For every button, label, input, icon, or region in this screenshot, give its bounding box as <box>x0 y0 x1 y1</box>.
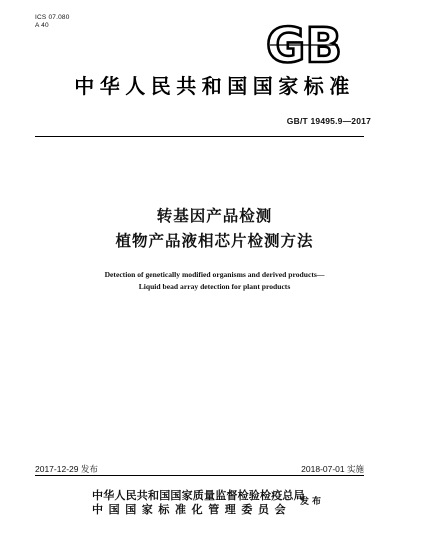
gb-logo <box>264 20 344 68</box>
classification-codes <box>35 14 70 30</box>
issuer-aqsiq: 中华人民共和国国家质量监督检验检疫总局 <box>92 489 305 502</box>
issue-label: 发布 <box>300 497 325 507</box>
ics-code: ICS 07.080 <box>35 14 70 21</box>
title-cn-line1: 转基因产品检测 <box>156 207 273 225</box>
standard-code: GB/T 19495.9—2017 <box>286 116 371 126</box>
issuer-sac: 中国国家标准化管理委员会 <box>92 503 292 516</box>
ccs-code: A 40 <box>35 22 49 29</box>
title-en-line1: Detection of genetically modified organisms and derived products— <box>104 270 325 279</box>
gb-logo-text: GB <box>266 20 342 68</box>
top-divider <box>35 136 364 137</box>
issue-date: 2017-12-29 发布 <box>35 464 98 474</box>
title-cn-line2: 植物产品液相芯片检测方法 <box>115 232 314 250</box>
national-standard-title: 中华人民共和国国家标准 <box>74 74 355 98</box>
implementation-date: 2018-07-01 实施 <box>301 464 364 474</box>
bottom-divider <box>35 475 364 476</box>
title-en-line2: Liquid bead array detection for plant products <box>138 282 291 291</box>
